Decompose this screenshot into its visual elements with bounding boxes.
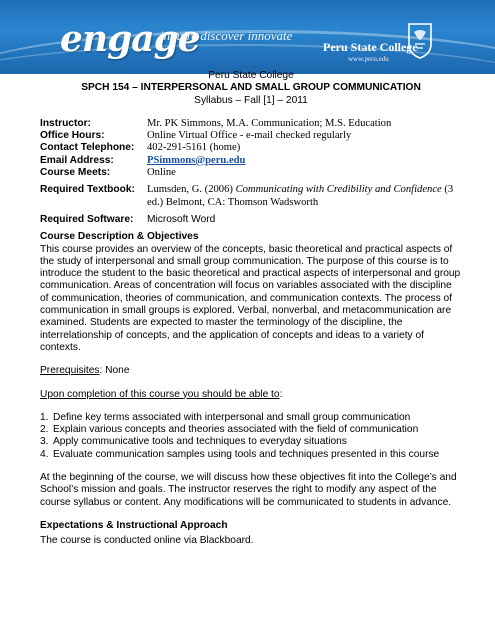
syllabus-document xyxy=(40,68,462,548)
meets-value: Online xyxy=(147,167,176,179)
list-item: 1. Define key terms associated with interpersonal and small group communication xyxy=(40,411,411,423)
meets-label: Course Meets: xyxy=(40,167,111,179)
prerequisites-label: Prerequisites xyxy=(40,365,100,377)
phone-row xyxy=(40,142,462,154)
phone-value: 402-291-5161 (home) xyxy=(147,142,241,154)
description-heading: Course Description & Objectives xyxy=(40,231,199,243)
college-title: Peru State College xyxy=(208,70,294,81)
prerequisites-value: : None xyxy=(99,365,130,377)
phone-label: Contact Telephone: xyxy=(40,142,135,154)
course-title: SPCH 154 – INTERPERSONAL AND SMALL GROUP COMMUNICATION xyxy=(81,82,421,94)
instructor-value: Mr. PK Simmons, M.A. Communication; M.S. Education xyxy=(147,117,392,129)
list-item: 3. Apply communicative tools and techniques to everyday situations xyxy=(40,436,347,448)
document-title-block xyxy=(40,70,462,107)
software-value: Microsoft Word xyxy=(147,213,216,225)
email-link[interactable]: PSimmons@peru.edu xyxy=(147,154,246,166)
office-hours-value: Online Virtual Office - e-mail checked regularly xyxy=(147,130,352,142)
header-banner xyxy=(0,0,495,74)
outcomes-intro: Upon completion of this course you should be able to: xyxy=(40,388,283,400)
prerequisites xyxy=(40,365,462,377)
software-row xyxy=(40,214,462,226)
office-hours-label: Office Hours: xyxy=(40,130,105,142)
instructor-row xyxy=(40,118,462,130)
engage-logo: engage xyxy=(60,18,200,60)
college-logo-url: www.peru.edu xyxy=(348,55,389,63)
mission-paragraph: At the beginning of the course, we will discuss how these objectives fit into the College’s and School’s mission and goals. The instructor reserves the right to modify any aspect of the course syllabus or content. Any modifications will be communicated to students in advance. xyxy=(40,472,457,508)
meets-row xyxy=(40,167,462,179)
description-paragraph: This course provides an overview of the concepts, basic theoretical and practical aspects of the study of interpersonal and small group communication. The purpose of this course is to introduce the student to the basic theoretical and practical aspects of interpersonal and group communication. Areas of concentration will focus on variables associated with the discipline of communication, theories of communication, and communication contexts. The process of communication in small groups is explored. Verbal, nonverbal, and metacommunication are examined. Students are expected to master the terminology of the discipline, the interrelationship of concepts, and the application of concepts and ideas to a variety of contexts. xyxy=(40,243,461,353)
email-label: Email Address: xyxy=(40,154,114,166)
textbook-label: Required Textbook: xyxy=(40,184,135,196)
list-item: 2. Explain various concepts and theories associated with the field of communication xyxy=(40,424,419,436)
textbook-row xyxy=(40,184,462,209)
expectations-heading: Expectations & Instructional Approach xyxy=(40,519,228,531)
textbook-value: Lumsden, G. (2006) Communicating with Credibility and Confidence (3 ed.) Belmont, CA: Thomson Wadsworth xyxy=(147,184,454,208)
email-row xyxy=(40,155,462,167)
syllabus-term: Syllabus – Fall [1] – 2011 xyxy=(194,94,308,106)
college-seal-icon xyxy=(405,22,435,60)
textbook-title: Communicating with Credibility and Confidence xyxy=(235,184,442,196)
list-item: 4. Evaluate communication samples using tools and techniques presented in this course xyxy=(40,448,440,460)
expectations-text: The course is conducted online via Blackboard. xyxy=(40,535,254,547)
banner-tagline: inquire discover innovate xyxy=(160,28,293,43)
college-logo-name: Peru State College xyxy=(323,40,418,54)
office-hours-row xyxy=(40,130,462,142)
instructor-label: Instructor: xyxy=(40,117,91,129)
software-label: Required Software: xyxy=(40,213,134,225)
